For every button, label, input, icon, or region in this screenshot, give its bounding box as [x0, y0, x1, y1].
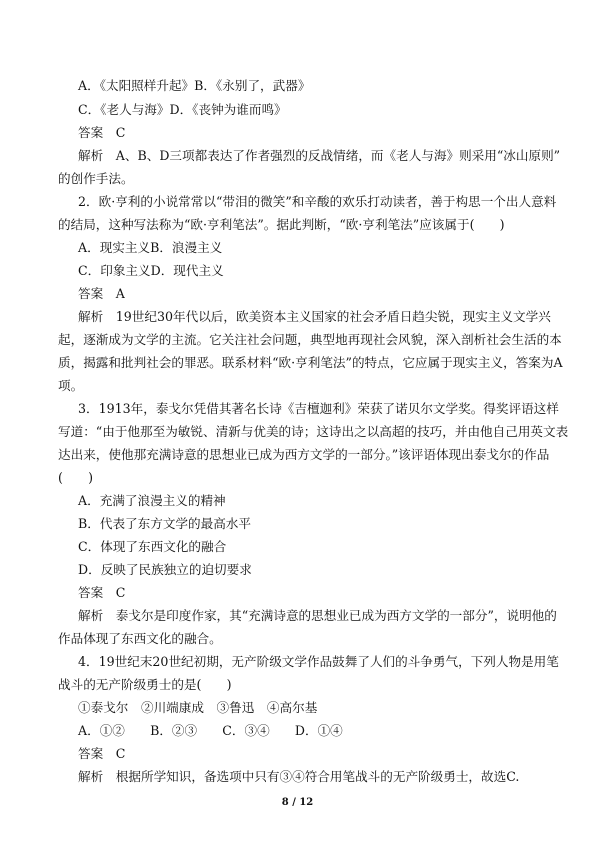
q3-analysis-line1: 解析 泰戈尔是印度作家，其“充满诗意的思想业已成为西方文学的一部分”，说明他的 — [78, 608, 557, 623]
q3-option-c: C．体现了东西文化的融合 — [78, 539, 227, 554]
q2-options-cd: C．印象主义D．现代主义 — [78, 263, 224, 278]
q2-answer: 答案 A — [78, 286, 125, 301]
q3-option-d: D．反映了民族独立的迫切要求 — [78, 562, 252, 577]
q3-option-b: B．代表了东方文学的最高水平 — [78, 516, 251, 531]
q3-stem-line3: 达出来，使他那充满诗意的思想业已成为西方文学的一部分。”该评语体现出泰戈尔的作品 — [58, 447, 550, 462]
q1-options-ab: A．《太阳照样升起》B．《永别了，武器》 — [78, 78, 311, 93]
q2-analysis-line1: 解析 19世纪30年代以后，欧美资本主义国家的社会矛盾日趋尖锐，现实主义文学兴 — [78, 309, 551, 324]
q4-items: ①泰戈尔 ②川端康成 ③鲁迅 ④高尔基 — [78, 700, 318, 715]
q3-stem-line2: 写道：“由于他那至为敏锐、清新与优美的诗；这诗出之以高超的技巧，并由他自己用英文表 — [58, 424, 569, 439]
q1-analysis-line1: 解析 A、B、D三项都表达了作者强烈的反战情绪，而《老人与海》则采用“冰山原则” — [78, 148, 561, 163]
q3-stem-line1: 3．1913年，泰戈尔凭借其著名长诗《吉檀迦利》荣获了诺贝尔文学奖。得奖评语这样 — [78, 401, 559, 416]
q2-options-ab: A．现实主义B．浪漫主义 — [78, 240, 223, 255]
q4-stem-line2: 战斗的无产阶级勇士的是( ) — [58, 677, 232, 692]
q2-analysis-line3: 质，揭露和批判社会的罪恶。联系材料“欧·亨利笔法”的特点，它应属于现实主义，答案为A — [58, 355, 563, 370]
q1-analysis-line2: 的创作手法。 — [58, 171, 134, 186]
q4-analysis-line1: 解析 根据所学知识，备选项中只有③④符合用笔战斗的无产阶级勇士，故选C. — [78, 769, 520, 784]
q3-analysis-line2: 作品体现了东西文化的融合。 — [58, 631, 222, 646]
q3-stem-line4: ( ) — [58, 470, 94, 485]
q1-options-cd: C．《老人与海》D．《丧钟为谁而鸣》 — [78, 102, 287, 117]
q4-answer: 答案 C — [78, 746, 126, 761]
q2-analysis-line4: 项。 — [58, 378, 84, 393]
q1-answer: 答案 C — [78, 125, 126, 140]
q2-stem-line1: 2．欧·亨利的小说常常以“带泪的微笑”和辛酸的欢乐打动读者，善于构思一个出人意料 — [78, 194, 557, 209]
q2-analysis-line2: 起，逐渐成为文学的主流。它关注社会问题，典型地再现社会风貌，深入剖析社会生活的本 — [58, 332, 562, 347]
q3-option-a: A．充满了浪漫主义的精神 — [78, 493, 226, 508]
q4-options: A．①② B．②③ C．③④ D．①④ — [78, 723, 343, 738]
page-number: 8 / 12 — [281, 797, 314, 808]
q3-answer: 答案 C — [78, 585, 126, 600]
q2-stem-line2: 的结局，这种写法称为“欧·亨利笔法”。据此判断，“欧·亨利笔法”应该属于( ) — [58, 217, 505, 232]
q4-stem-line1: 4．19世纪末20世纪初期，无产阶级文学作品鼓舞了人们的斗争勇气，下列人物是用笔 — [78, 654, 559, 669]
